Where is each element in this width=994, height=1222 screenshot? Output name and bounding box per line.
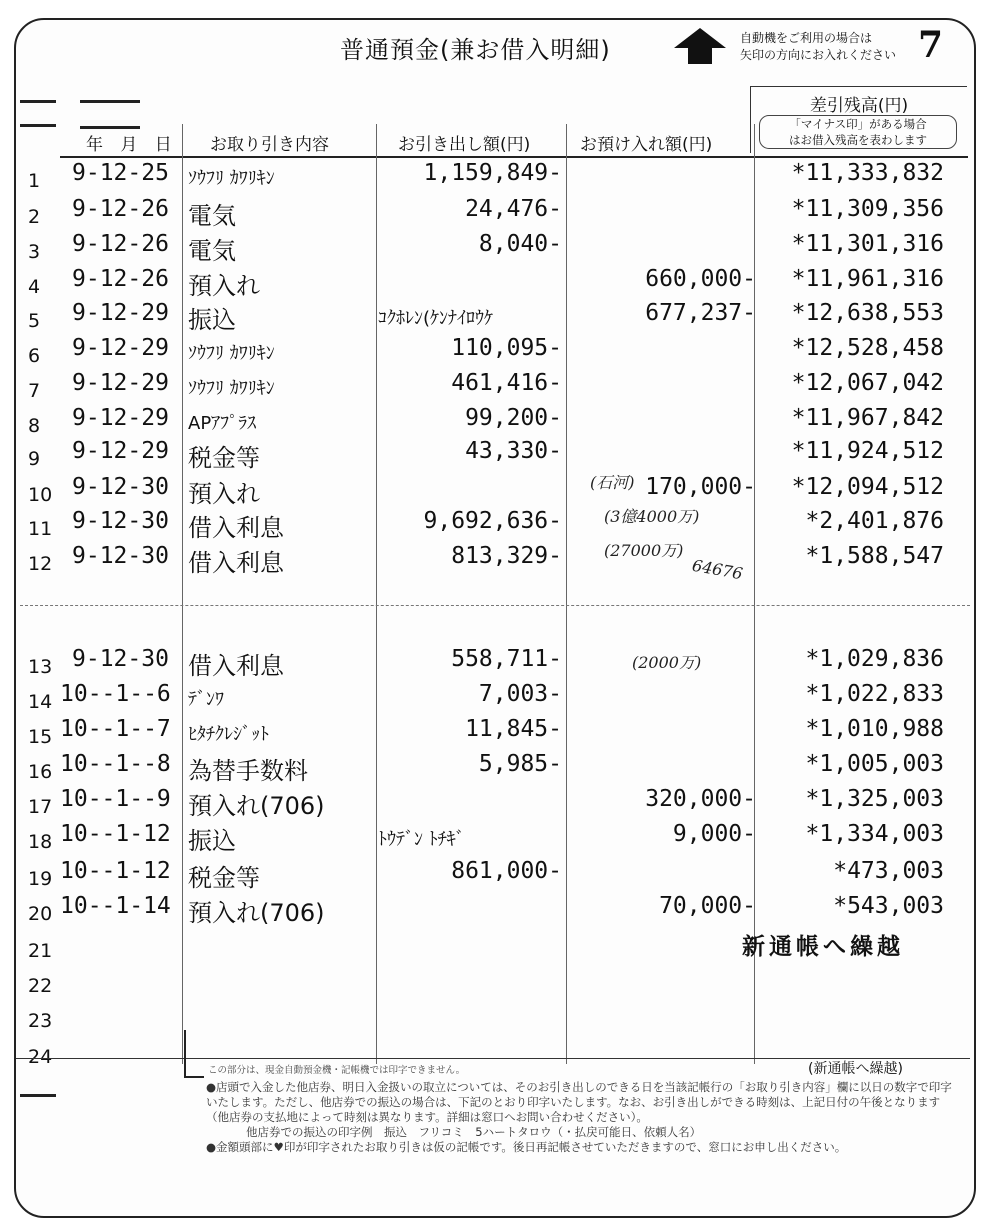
row-withdrawal: 813,329- xyxy=(451,543,562,569)
row-number: 12 xyxy=(28,553,53,575)
row-number: 7 xyxy=(28,380,41,402)
row-balance: *11,924,512 xyxy=(791,438,944,464)
row-number: 1 xyxy=(28,170,41,192)
row-number: 14 xyxy=(28,691,53,713)
handwritten-note: (石河) xyxy=(590,473,635,492)
col-withdrawal: お引き出し額(円) xyxy=(398,135,531,155)
row-balance: *1,334,003 xyxy=(805,821,944,847)
row-balance: *12,528,458 xyxy=(791,335,944,361)
row-number: 10 xyxy=(28,484,53,506)
row-number: 23 xyxy=(28,1010,53,1032)
row-balance: *12,638,553 xyxy=(791,300,944,326)
row-number: 19 xyxy=(28,868,53,890)
table-row xyxy=(0,858,994,892)
row-payee: ﾄｳﾃﾞﾝ ﾄﾁｷﾞ xyxy=(378,829,465,850)
table-row xyxy=(0,543,994,577)
row-number: 15 xyxy=(28,726,53,748)
alignment-mark xyxy=(20,100,56,103)
footer-small-note: この部分は、現金自動預金機・記帳機では印字できません。 xyxy=(208,1065,466,1076)
row-deposit: 660,000- xyxy=(645,266,756,292)
row-date: 10--1--9 xyxy=(60,786,171,812)
handwritten-note: (3億4000万) xyxy=(604,507,700,526)
row-date: 9-12-29 xyxy=(72,370,169,396)
row-balance: *543,003 xyxy=(833,893,944,919)
row-description: ﾋﾀﾁｸﾚｼﾞｯﾄ xyxy=(188,724,269,745)
row-number: 17 xyxy=(28,796,53,818)
row-balance: *1,029,836 xyxy=(805,646,944,672)
row-description: ﾃﾞﾝﾜ xyxy=(188,689,224,710)
row-number: 22 xyxy=(28,975,53,997)
footer-pointer xyxy=(184,1076,204,1078)
table-row xyxy=(0,266,994,300)
table-row xyxy=(0,160,994,194)
row-description: 借入利息 xyxy=(188,549,284,577)
table-row xyxy=(0,474,994,508)
handwritten-note: (27000万) xyxy=(604,541,684,560)
row-date: 10--1--6 xyxy=(60,681,171,707)
row-number: 20 xyxy=(28,903,53,925)
row-description: 振込 xyxy=(188,827,236,855)
footer-title: (新通帳へ繰越) xyxy=(808,1061,903,1077)
alignment-mark xyxy=(20,124,56,127)
row-withdrawal: 461,416- xyxy=(451,370,562,396)
row-withdrawal: 99,200- xyxy=(465,405,562,431)
row-number: 5 xyxy=(28,310,41,332)
row-date: 10--1--7 xyxy=(60,716,171,742)
row-number: 11 xyxy=(28,518,53,540)
alignment-mark xyxy=(80,100,140,103)
row-date: 9-12-29 xyxy=(72,335,169,361)
table-row xyxy=(0,893,994,927)
table-row xyxy=(0,646,994,680)
row-balance: *11,967,842 xyxy=(791,405,944,431)
row-number: 2 xyxy=(28,206,41,228)
row-withdrawal: 1,159,849- xyxy=(423,160,562,186)
row-deposit: 170,000- xyxy=(645,474,756,500)
row-balance: *12,094,512 xyxy=(791,474,944,500)
row-description: 電気 xyxy=(188,237,236,265)
row-number: 3 xyxy=(28,241,41,263)
row-number: 21 xyxy=(28,940,53,962)
row-date: 9-12-25 xyxy=(72,160,169,186)
row-withdrawal: 5,985- xyxy=(478,751,562,777)
handwritten-note: (2000万) xyxy=(632,653,702,672)
footer-notes: ●店頭で入金した他店券、明日入金扱いの取立については、そのお引き出しのできる日を当該記帳行の「お取り引き内容」欄に以日の数字で印字いたします。ただし、他店券での振込の場合は、下記のとおり印字いたします。なお、お引き出しができる時刻は、上記日付の午後となります（他店券の支払地によって時刻は異なります。詳細は窓口へお問い合わせください）。 他店券での振込の印字例 振込 フリコミ 5ハートタロウ（・払戻可能日、依頼人名） ●金額頭部に♥印が印字されたお取り引きは仮の記帳です。後日再記帳させていただきますので、窓口にお申し出ください。 xyxy=(206,1080,952,1154)
row-withdrawal: 9,692,636- xyxy=(423,508,562,534)
row-description: 為替手数料 xyxy=(188,757,308,785)
row-description: 振込 xyxy=(188,306,236,334)
carry-over-label: 新通帳へ繰越 xyxy=(742,934,904,960)
table-row xyxy=(0,300,994,334)
row-withdrawal: 11,845- xyxy=(465,716,562,742)
fold-line xyxy=(20,605,970,606)
row-date: 9-12-29 xyxy=(72,405,169,431)
row-number: 9 xyxy=(28,448,41,470)
table-row xyxy=(0,716,994,750)
row-balance: *11,333,832 xyxy=(791,160,944,186)
table-row xyxy=(0,821,994,855)
handwritten-note: 64676 xyxy=(690,555,745,584)
row-number: 24 xyxy=(28,1046,53,1068)
row-withdrawal: 43,330- xyxy=(465,438,562,464)
row-withdrawal: 8,040- xyxy=(478,231,562,257)
row-description: 預入れ(706) xyxy=(188,899,325,927)
col-deposit: お預け入れ額(円) xyxy=(580,135,713,155)
table-row xyxy=(0,438,994,472)
table-row xyxy=(0,1000,994,1034)
row-date: 9-12-29 xyxy=(72,300,169,326)
table-row xyxy=(0,405,994,439)
table-row xyxy=(0,681,994,715)
row-payee: ｺｸﾎﾚﾝ(ｹﾝﾅｲﾛｳｹ xyxy=(378,308,494,329)
row-date: 9-12-30 xyxy=(72,543,169,569)
row-date: 10--1--8 xyxy=(60,751,171,777)
row-number: 4 xyxy=(28,276,41,298)
arrow-up-icon xyxy=(672,26,728,66)
insert-notice: 自動機をご利用の場合は 矢印の方向にお入れください xyxy=(740,31,897,62)
row-number: 6 xyxy=(28,345,41,367)
row-description: APｱﾌﾟﾗｽ xyxy=(188,413,257,434)
row-withdrawal: 7,003- xyxy=(478,681,562,707)
row-deposit: 320,000- xyxy=(645,786,756,812)
row-balance: *1,005,003 xyxy=(805,751,944,777)
table-row xyxy=(0,786,994,820)
table-row xyxy=(0,231,994,265)
row-deposit: 677,237- xyxy=(645,300,756,326)
table-row xyxy=(0,335,994,369)
row-balance: *11,961,316 xyxy=(791,266,944,292)
row-balance: *12,067,042 xyxy=(791,370,944,396)
row-date: 9-12-26 xyxy=(72,231,169,257)
row-description: ｿｳﾌﾘ ｶﾜﾘｷﾝ xyxy=(188,378,275,399)
row-number: 13 xyxy=(28,656,53,678)
col-date: 年 月 日 xyxy=(86,135,178,155)
row-description: 預入れ xyxy=(188,272,260,300)
col-description: お取り引き内容 xyxy=(210,135,329,155)
row-balance: *11,301,316 xyxy=(791,231,944,257)
row-balance: *1,010,988 xyxy=(805,716,944,742)
row-date: 10--1-14 xyxy=(60,893,171,919)
row-deposit: 70,000- xyxy=(659,893,756,919)
table-row xyxy=(0,370,994,404)
alignment-mark xyxy=(20,1094,56,1097)
footer-pointer xyxy=(184,1030,186,1078)
table-row xyxy=(0,751,994,785)
row-balance: *11,309,356 xyxy=(791,196,944,222)
row-date: 10--1-12 xyxy=(60,858,171,884)
row-description: 税金等 xyxy=(188,864,260,892)
row-date: 9-12-26 xyxy=(72,196,169,222)
row-description: 借入利息 xyxy=(188,652,284,680)
row-description: 借入利息 xyxy=(188,514,284,542)
minus-note: 「マイナス印」がある場合 はお借入残高を表わします xyxy=(759,115,957,149)
table-row xyxy=(0,196,994,230)
row-date: 9-12-30 xyxy=(72,508,169,534)
row-withdrawal: 558,711- xyxy=(451,646,562,672)
row-description: 税金等 xyxy=(188,444,260,472)
row-number: 16 xyxy=(28,761,53,783)
row-date: 9-12-30 xyxy=(72,474,169,500)
row-balance: *473,003 xyxy=(833,858,944,884)
row-balance: *1,325,003 xyxy=(805,786,944,812)
column-headers xyxy=(60,124,968,158)
row-balance: *1,022,833 xyxy=(805,681,944,707)
row-balance: *1,588,547 xyxy=(805,543,944,569)
row-withdrawal: 861,000- xyxy=(451,858,562,884)
row-description: 電気 xyxy=(188,202,236,230)
row-balance: *2,401,876 xyxy=(805,508,944,534)
row-number: 8 xyxy=(28,415,41,437)
row-date: 9-12-26 xyxy=(72,266,169,292)
row-number: 18 xyxy=(28,831,53,853)
page-title: 普通預金(兼お借入明細) xyxy=(340,36,611,64)
row-withdrawal: 110,095- xyxy=(451,335,562,361)
page-number: 7 xyxy=(918,24,944,66)
table-row xyxy=(0,508,994,542)
row-date: 9-12-30 xyxy=(72,646,169,672)
row-date: 9-12-29 xyxy=(72,438,169,464)
row-withdrawal: 24,476- xyxy=(465,196,562,222)
row-description: 預入れ xyxy=(188,480,260,508)
row-description: ｿｳﾌﾘ ｶﾜﾘｷﾝ xyxy=(188,168,275,189)
row-description: ｿｳﾌﾘ ｶﾜﾘｷﾝ xyxy=(188,343,275,364)
row-date: 10--1-12 xyxy=(60,821,171,847)
balance-header: 差引残高(円) 「マイナス印」がある場合 はお借入残高を表わします xyxy=(750,86,967,153)
row-description: 預入れ(706) xyxy=(188,792,325,820)
table-row xyxy=(0,965,994,999)
row-deposit: 9,000- xyxy=(672,821,756,847)
